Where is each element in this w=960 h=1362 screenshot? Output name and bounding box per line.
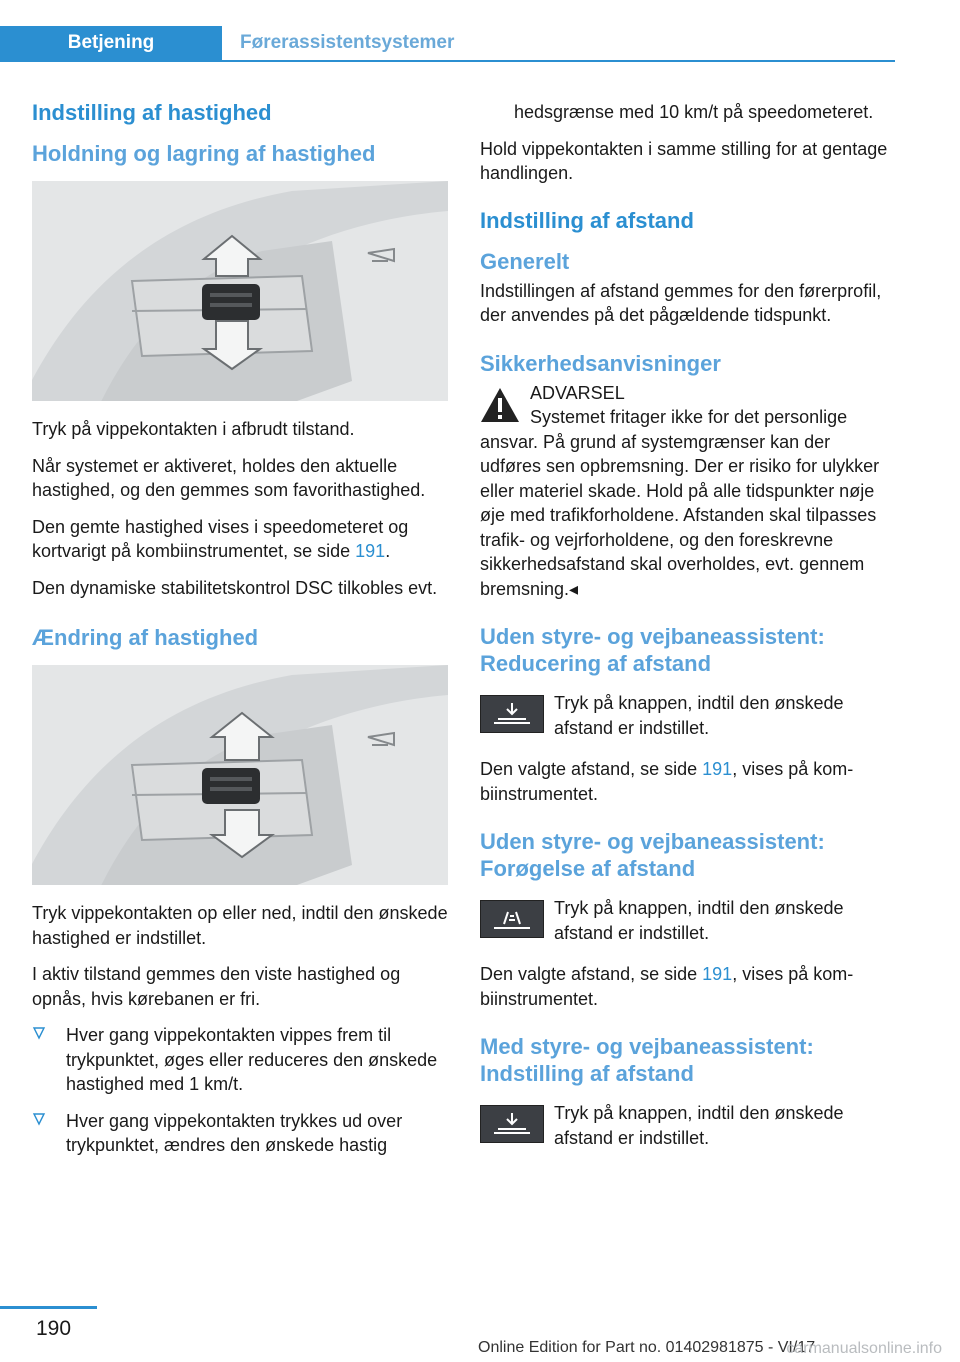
page-link-191[interactable]: 191 — [702, 759, 733, 779]
distance-reduce-icon — [480, 695, 544, 733]
bullet-triangle-icon — [32, 1112, 46, 1126]
paragraph-tap: Tryk på vippekontakten i afbrudt tilstand. — [32, 419, 355, 439]
button-row-reduce: Tryk på knappen, indtil den ønskede afstand er indstillet. — [480, 691, 896, 743]
header-tabs — [0, 0, 895, 62]
left-column — [32, 100, 448, 1170]
footer-divider — [0, 1306, 97, 1309]
heading-with-assistant: Med styre- og vejbaneassistent: Indstilling af afstand — [480, 1034, 814, 1086]
warning-title: ADVARSEL — [530, 382, 625, 403]
list-item: Hver gang vippekontakten vippes frem til trykpunktet, øges eller reduceres den ønskede hastighed med 1 km/t. — [32, 1023, 448, 1097]
paragraph-hold: Hold vippekontakten i samme stilling for at gentage handlingen. — [480, 138, 888, 183]
heading-distance-setting: Indstilling af afstand — [480, 207, 694, 233]
page-number: 190 — [36, 1317, 72, 1340]
button-row-increase: Tryk på knappen, indtil den ønskede afstand er indstillet. — [480, 896, 896, 948]
bullet-triangle-icon — [32, 1026, 46, 1040]
distance-assist-icon — [480, 1105, 544, 1143]
paragraph-active-saved: I aktiv tilstand gemmes den viste hastighed og opnås, hvis kørebanen er fri. — [32, 964, 401, 1009]
steering-wheel-rocker-image-1 — [32, 181, 448, 401]
edition-text: Online Edition for Part no. 01402981875 - VI/17 — [478, 1339, 816, 1356]
watermark: carmanualsonline.info — [786, 1340, 942, 1357]
bullet-continuation: hedsgrænse med 10 km/t på speedometeret. — [514, 102, 874, 122]
heading-change-speed: Ændring af hastighed — [32, 625, 259, 650]
page-link-191[interactable]: 191 — [702, 964, 733, 984]
warning-block — [480, 381, 896, 602]
right-column — [480, 100, 896, 1167]
bullet-list — [32, 1023, 448, 1158]
paragraph-push: Tryk vippekontakten op eller ned, indtil den ønskede hastighed er indstillet. — [32, 903, 448, 948]
tab-betjening[interactable]: Betjening — [0, 26, 222, 60]
header-divider — [0, 60, 895, 62]
heading-hold-speed: Holdning og lagring af hastighed — [32, 141, 376, 166]
paragraph-active: Når systemet er aktiveret, holdes den aktuelle hastighed, og den gemmes som favorithastighed. — [32, 455, 426, 500]
warning-triangle-icon — [480, 387, 520, 423]
paragraph-general: Indstillingen af afstand gemmes for den førerprofil, der anvendes på det pågældende tidspunkt. — [480, 280, 882, 325]
paragraph-selected-1: Den valgte afstand, se side 191, vises på kombiinstrumentet. — [480, 759, 854, 804]
heading-general: Generelt — [480, 248, 570, 274]
paragraph-selected-2: Den valgte afstand, se side 191, vises på kombiinstrumentet. — [480, 964, 854, 1009]
heading-safety: Sikkerhedsanvisninger — [480, 350, 721, 376]
distance-increase-icon — [480, 900, 544, 938]
list-item: Hver gang vippekontakten trykkes ud over trykpunktet, ændres den ønskede hastig — [32, 1109, 448, 1158]
warning-body: Systemet fritager ikke for det personlige ansvar. På grund af systemgrænser kan der udføres sen opbremsning. Der er risiko for ulykker eller materiel skade. Hold på alle tidspunkter nøje øje med trafikforholdene. Afstanden skal tilpasses trafik- og vejrforholdene, og den foreskrevne sikkerhedsafstand skal overholdes, evt. gennem bremsning.◂ — [480, 407, 880, 599]
tab-forerassistentsystemer[interactable]: Førerassistentsystemer — [240, 32, 455, 53]
paragraph-saved: Den gemte hastighed vises i speedometeret og kortvarigt på kombiinstrumentet, se side 191. — [32, 516, 409, 561]
steering-wheel-rocker-image-2 — [32, 665, 448, 885]
button-row-with-assistant: Tryk på knappen, indtil den ønskede afstand er indstillet. — [480, 1101, 896, 1153]
page-link-191[interactable]: 191 — [355, 541, 386, 561]
heading-reduce-distance: Uden styre- og vejbaneassistent: Reducering af afstand — [480, 624, 825, 676]
paragraph-dsc: Den dynamiske stabilitetskontrol DSC tilkobles evt. — [32, 577, 438, 598]
heading-speed-setting: Indstilling af hastighed — [32, 100, 272, 125]
heading-increase-distance: Uden styre- og vejbaneassistent: Forøgelse af afstand — [480, 829, 825, 881]
